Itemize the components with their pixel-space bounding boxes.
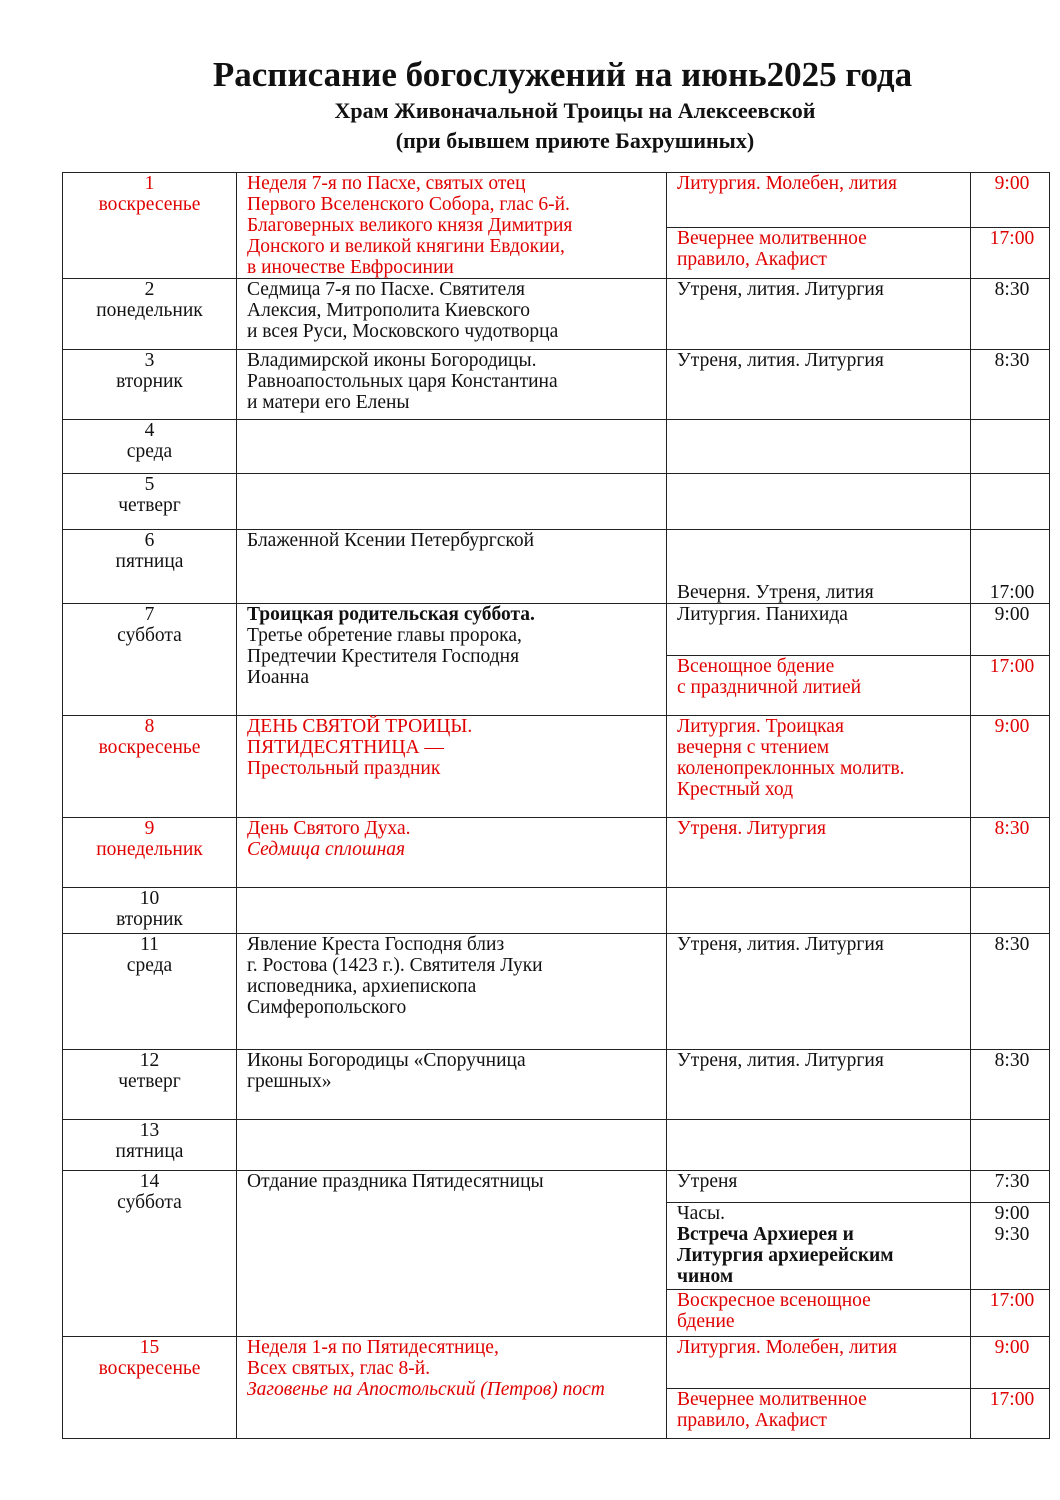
service-line: Утреня, лития. Литургия: [677, 279, 884, 300]
feast-description-line: Иконы Богородицы «Споручница: [247, 1050, 526, 1071]
schedule-row: [63, 420, 1050, 474]
time-cell: [971, 934, 1050, 1050]
day-cell: [63, 888, 237, 934]
service-time: 17:00: [989, 228, 1035, 250]
day-number: 12: [139, 1050, 160, 1071]
service-cell: [667, 1290, 971, 1337]
church-location-note: (при бывшем приюте Бахрушиных): [395, 128, 755, 153]
day-number: 1: [144, 173, 155, 194]
feast-description-line: и матери его Елены: [247, 392, 410, 413]
service-line: Всенощное бдение: [677, 656, 835, 677]
time-cell: [971, 888, 1050, 934]
service-time: 9:00: [994, 1203, 1030, 1224]
day-number: 13: [139, 1120, 160, 1141]
feast-description-line: ПЯТИДЕСЯТНИЦА —: [247, 737, 444, 758]
service-cell: [667, 1203, 971, 1290]
feast-description-line: День Святого Духа.: [247, 818, 411, 839]
service-cell: [667, 1171, 971, 1203]
day-number: 6: [144, 530, 155, 551]
service-cell: [667, 656, 971, 716]
time-cell: [971, 1337, 1050, 1389]
service-time: 9:30: [994, 1224, 1030, 1245]
day-number: 2: [144, 279, 155, 300]
day-cell: [63, 604, 237, 716]
time-cell: [971, 530, 1050, 604]
service-cell: [667, 716, 971, 818]
time-cell: [971, 1120, 1050, 1171]
day-cell: [63, 1050, 237, 1120]
service-line: Утреня, лития. Литургия: [677, 350, 884, 371]
time-cell: [971, 279, 1050, 350]
feast-description-line: Неделя 7-я по Пасхе, святых отец: [247, 173, 526, 194]
schedule-row: [63, 530, 1050, 604]
service-line: Вечернее молитвенное: [677, 1389, 867, 1410]
day-of-week: среда: [126, 955, 173, 976]
feast-description-cell: [237, 474, 667, 530]
day-number: 3: [144, 350, 155, 371]
day-of-week: среда: [126, 441, 173, 462]
feast-description-cell: [237, 888, 667, 934]
service-line: Литургия архиерейским: [677, 1245, 894, 1266]
time-cell: [971, 818, 1050, 888]
feast-description-line: Неделя 1-я по Пятидесятнице,: [247, 1337, 499, 1358]
service-line: коленопреклонных молитв.: [677, 758, 905, 779]
service-line: Утреня: [677, 1171, 738, 1192]
feast-description-cell: [237, 420, 667, 474]
service-time: 8:30: [994, 818, 1030, 839]
day-of-week: вторник: [116, 909, 183, 930]
service-cell: [667, 420, 971, 474]
schedule-row: [63, 1171, 1050, 1203]
schedule-table: [62, 172, 1050, 1439]
service-time: 9:00: [994, 1337, 1030, 1358]
service-cell: [667, 818, 971, 888]
feast-description-cell: [237, 173, 667, 279]
feast-description-line: Иоанна: [247, 667, 310, 688]
service-cell: [667, 604, 971, 656]
service-time: 9:00: [994, 716, 1030, 737]
day-of-week: четверг: [118, 495, 181, 516]
service-line: правило, Акафист: [677, 1410, 827, 1431]
service-line: Литургия. Молебен, лития: [677, 1337, 897, 1358]
time-cell: [971, 1171, 1050, 1203]
service-line: Литургия. Троицкая: [677, 716, 844, 737]
feast-description-cell: [237, 1171, 667, 1337]
service-time: 8:30: [994, 1050, 1030, 1071]
service-line: Утреня. Литургия: [677, 818, 826, 839]
service-time: 17:00: [989, 1290, 1035, 1311]
feast-description-line: Заговенье на Апостольский (Петров) пост: [247, 1379, 605, 1400]
service-cell: [667, 350, 971, 420]
service-cell: [667, 173, 971, 228]
day-of-week: понедельник: [96, 300, 203, 321]
feast-description-line: Престольный праздник: [247, 758, 441, 779]
schedule-row: [63, 818, 1050, 888]
feast-description-line: Явление Креста Господня близ: [247, 934, 505, 955]
day-cell: [63, 716, 237, 818]
day-number: 9: [144, 818, 155, 839]
day-cell: [63, 1120, 237, 1171]
service-line: правило, Акафист: [677, 249, 827, 271]
time-cell: [971, 420, 1050, 474]
feast-description-line: г. Ростова (1423 г.). Святителя Луки: [247, 955, 543, 976]
service-cell: [667, 228, 971, 279]
feast-description-line: Третье обретение главы пророка,: [247, 625, 522, 646]
day-cell: [63, 530, 237, 604]
feast-description-line: Равноапостольных царя Константина: [247, 371, 558, 392]
schedule-row: [63, 350, 1050, 420]
feast-description-line: Троицкая родительская суббота.: [247, 604, 535, 625]
feast-description-cell: [237, 530, 667, 604]
service-line: Утреня, лития. Литургия: [677, 1050, 884, 1071]
service-time: 8:30: [994, 279, 1030, 300]
day-number: 14: [139, 1171, 160, 1192]
day-number: 8: [144, 716, 155, 737]
feast-description-line: Благоверных великого князя Димитрия: [247, 215, 573, 236]
day-number: 5: [144, 474, 155, 495]
day-of-week: суббота: [117, 625, 182, 646]
time-cell: [971, 1050, 1050, 1120]
time-cell: [971, 1389, 1050, 1439]
time-cell: [971, 1203, 1050, 1290]
time-cell: [971, 716, 1050, 818]
feast-description-line: Всех святых, глас 8-й.: [247, 1358, 431, 1379]
day-number: 15: [139, 1337, 160, 1358]
day-of-week: четверг: [118, 1071, 181, 1092]
time-cell: [971, 604, 1050, 656]
day-cell: [63, 173, 237, 279]
time-cell: [971, 173, 1050, 228]
service-line: с праздничной литией: [677, 677, 862, 698]
schedule-row: [63, 934, 1050, 1050]
time-cell: [971, 474, 1050, 530]
church-name: Храм Живоначальной Троицы на Алексеевской: [334, 98, 816, 123]
feast-description-cell: [237, 1050, 667, 1120]
day-of-week: суббота: [117, 1192, 182, 1213]
day-of-week: понедельник: [96, 839, 203, 860]
feast-description-line: в иночестве Евфросинии: [247, 257, 454, 278]
feast-description-line: Первого Вселенского Собора, глас 6-й.: [247, 194, 570, 215]
service-cell: [667, 934, 971, 1050]
service-line: Литургия. Панихида: [677, 604, 848, 625]
time-cell: [971, 350, 1050, 420]
schedule-row: [63, 716, 1050, 818]
service-time: 17:00: [989, 1389, 1035, 1410]
service-time: 9:00: [994, 173, 1030, 194]
schedule-row: [63, 604, 1050, 656]
service-time: 8:30: [994, 934, 1030, 955]
schedule-row: [63, 888, 1050, 934]
day-cell: [63, 420, 237, 474]
service-time: 7:30: [994, 1171, 1030, 1192]
service-line: Встреча Архиерея и: [677, 1224, 854, 1245]
feast-description-line: Предтечии Крестителя Господня: [247, 646, 520, 667]
service-time: 17:00: [989, 582, 1035, 603]
schedule-row: [63, 173, 1050, 228]
feast-description-line: Симферопольского: [247, 997, 407, 1018]
schedule-row: [63, 1120, 1050, 1171]
service-line: Утреня, лития. Литургия: [677, 934, 884, 955]
feast-description-line: Седмица сплошная: [247, 839, 406, 860]
page-title: Расписание богослужений на июнь2025 года: [212, 55, 913, 94]
feast-description-cell: [237, 279, 667, 350]
feast-description-line: грешных»: [247, 1071, 332, 1092]
day-of-week: пятница: [115, 1141, 184, 1162]
service-cell: [667, 1337, 971, 1389]
day-cell: [63, 474, 237, 530]
day-cell: [63, 279, 237, 350]
day-of-week: воскресенье: [98, 1358, 201, 1379]
day-cell: [63, 818, 237, 888]
day-cell: [63, 1337, 237, 1439]
time-cell: [971, 1290, 1050, 1337]
feast-description-line: Блаженной Ксении Петербургской: [247, 530, 535, 551]
feast-description-line: Владимирской иконы Богородицы.: [247, 350, 537, 371]
service-line: Вечерня. Утреня, лития: [677, 582, 874, 603]
day-number: 4: [144, 420, 155, 441]
service-cell: [667, 1120, 971, 1171]
service-line: Литургия. Молебен, лития: [677, 173, 897, 194]
feast-description-cell: [237, 934, 667, 1050]
service-line: Крестный ход: [677, 779, 794, 800]
feast-description-cell: [237, 818, 667, 888]
service-time: 9:00: [994, 604, 1030, 625]
time-cell: [971, 656, 1050, 716]
service-line: Часы.: [677, 1203, 725, 1224]
service-time: 17:00: [989, 656, 1035, 677]
day-cell: [63, 350, 237, 420]
service-cell: [667, 474, 971, 530]
day-of-week: воскресенье: [98, 194, 201, 215]
feast-description-line: Донского и великой княгини Евдокии,: [247, 236, 565, 257]
service-line: бдение: [677, 1311, 735, 1332]
schedule-row: [63, 474, 1050, 530]
feast-description-line: и всея Руси, Московского чудотворца: [247, 321, 559, 342]
service-line: вечерня с чтением: [677, 737, 830, 758]
feast-description-line: Седмица 7-я по Пасхе. Святителя: [247, 279, 526, 300]
feast-description-line: Алексия, Митрополита Киевского: [247, 300, 531, 321]
feast-description-cell: [237, 1120, 667, 1171]
service-cell: [667, 1050, 971, 1120]
day-of-week: пятница: [115, 551, 184, 572]
day-number: 10: [139, 888, 160, 909]
day-of-week: вторник: [116, 371, 183, 392]
schedule-row: [63, 1050, 1050, 1120]
feast-description-cell: [237, 604, 667, 716]
feast-description-cell: [237, 1337, 667, 1439]
service-time: 8:30: [994, 350, 1030, 371]
service-line: чином: [677, 1266, 734, 1287]
feast-description-line: ДЕНЬ СВЯТОЙ ТРОИЦЫ.: [247, 716, 473, 737]
service-line: Вечернее молитвенное: [677, 228, 867, 250]
service-cell: [667, 1389, 971, 1439]
feast-description-line: Отдание праздника Пятидесятницы: [247, 1171, 544, 1192]
feast-description-line: исповедника, архиепископа: [247, 976, 477, 997]
day-number: 7: [144, 604, 155, 625]
time-cell: [971, 228, 1050, 279]
day-cell: [63, 1171, 237, 1337]
service-cell: [667, 888, 971, 934]
day-number: 11: [140, 934, 159, 955]
day-of-week: воскресенье: [98, 737, 201, 758]
service-line: Воскресное всенощное: [677, 1290, 871, 1311]
service-cell: [667, 279, 971, 350]
feast-description-cell: [237, 716, 667, 818]
schedule-body: [63, 173, 1050, 1439]
feast-description-cell: [237, 350, 667, 420]
schedule-row: [63, 279, 1050, 350]
service-cell: [667, 530, 971, 604]
day-cell: [63, 934, 237, 1050]
schedule-row: [63, 1337, 1050, 1389]
